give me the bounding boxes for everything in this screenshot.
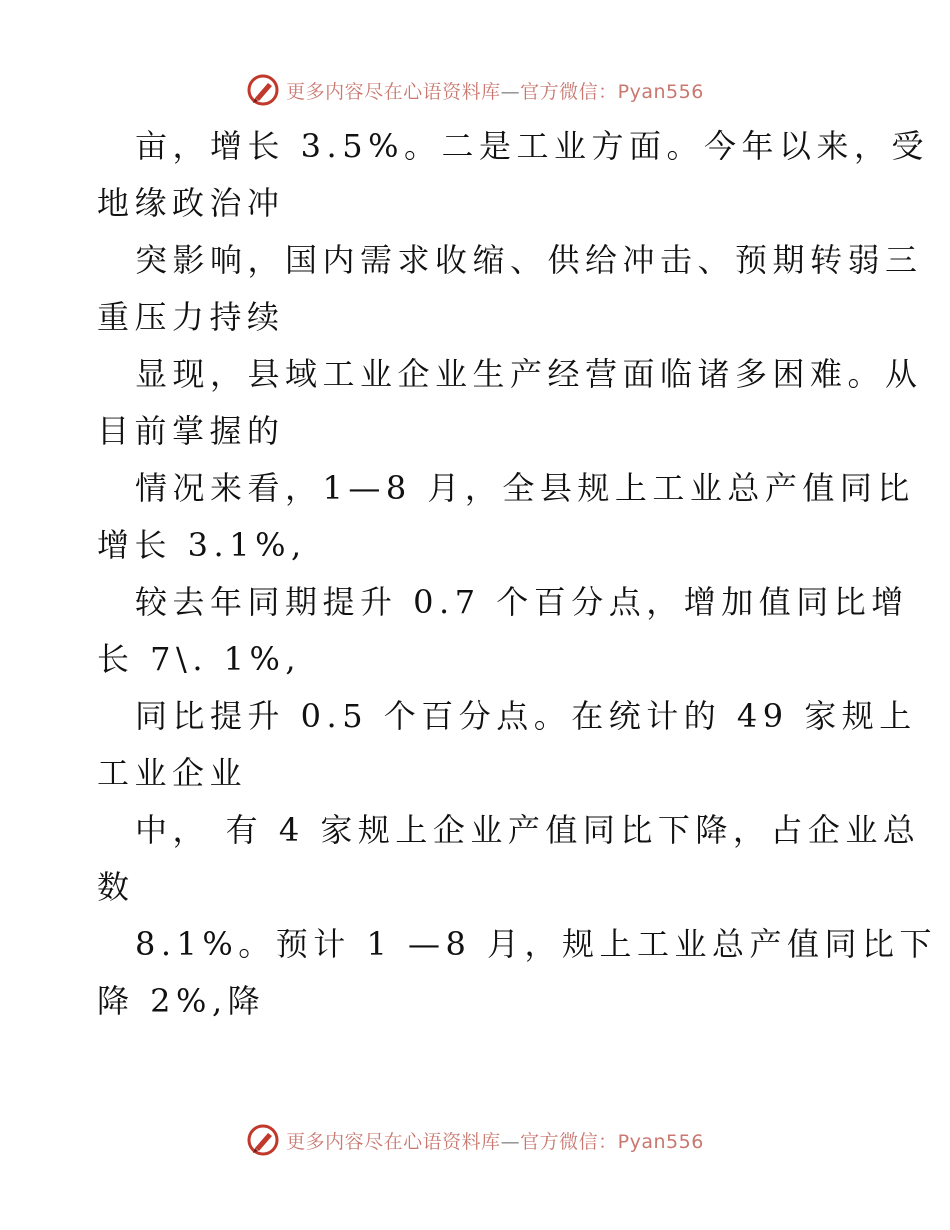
body-line: 显现，县域工业企业生产经营面临诸多困难。从 xyxy=(135,355,923,393)
body-line: 同比提升 0.5 个百分点。在统计的 49 家规上 xyxy=(135,697,917,735)
body-line: 8.1%。预计 1 —8 月，规上工业总产值同比下 xyxy=(135,925,938,963)
pen-logo-icon xyxy=(246,73,280,107)
footer-watermark xyxy=(0,1120,950,1160)
header-watermark xyxy=(0,70,950,110)
body-line: 重压力持续 xyxy=(97,298,285,336)
body-line: 较去年同期提升 0.7 个百分点，增加值同比增 xyxy=(135,583,909,621)
body-line: 中， 有 4 家规上企业产值同比下降，占企业总 xyxy=(135,811,921,849)
body-line: 增长 3.1%, xyxy=(97,526,307,564)
body-line: 突影响，国内需求收缩、供给冲击、预期转弱三 xyxy=(135,241,923,279)
body-line: 亩，增长 3.5%。二是工业方面。今年以来，受 xyxy=(135,127,929,165)
body-line: 长 7\. 1%, xyxy=(97,640,302,678)
body-line: 情况来看，1—8 月，全县规上工业总产值同比 xyxy=(135,469,915,507)
document-body xyxy=(97,118,938,1030)
body-line: 降 2%,降 xyxy=(97,982,266,1020)
body-line: 地缘政治冲 xyxy=(97,184,285,222)
pen-logo-icon xyxy=(246,1123,280,1157)
body-line: 工业企业 xyxy=(97,754,248,792)
body-line: 目前掌握的 xyxy=(97,412,285,450)
body-line: 数 xyxy=(97,868,135,906)
watermark-text: 更多内容尽在心语资料库—官方微信：Pyan556 xyxy=(286,80,704,103)
watermark-text: 更多内容尽在心语资料库—官方微信：Pyan556 xyxy=(286,1130,704,1153)
